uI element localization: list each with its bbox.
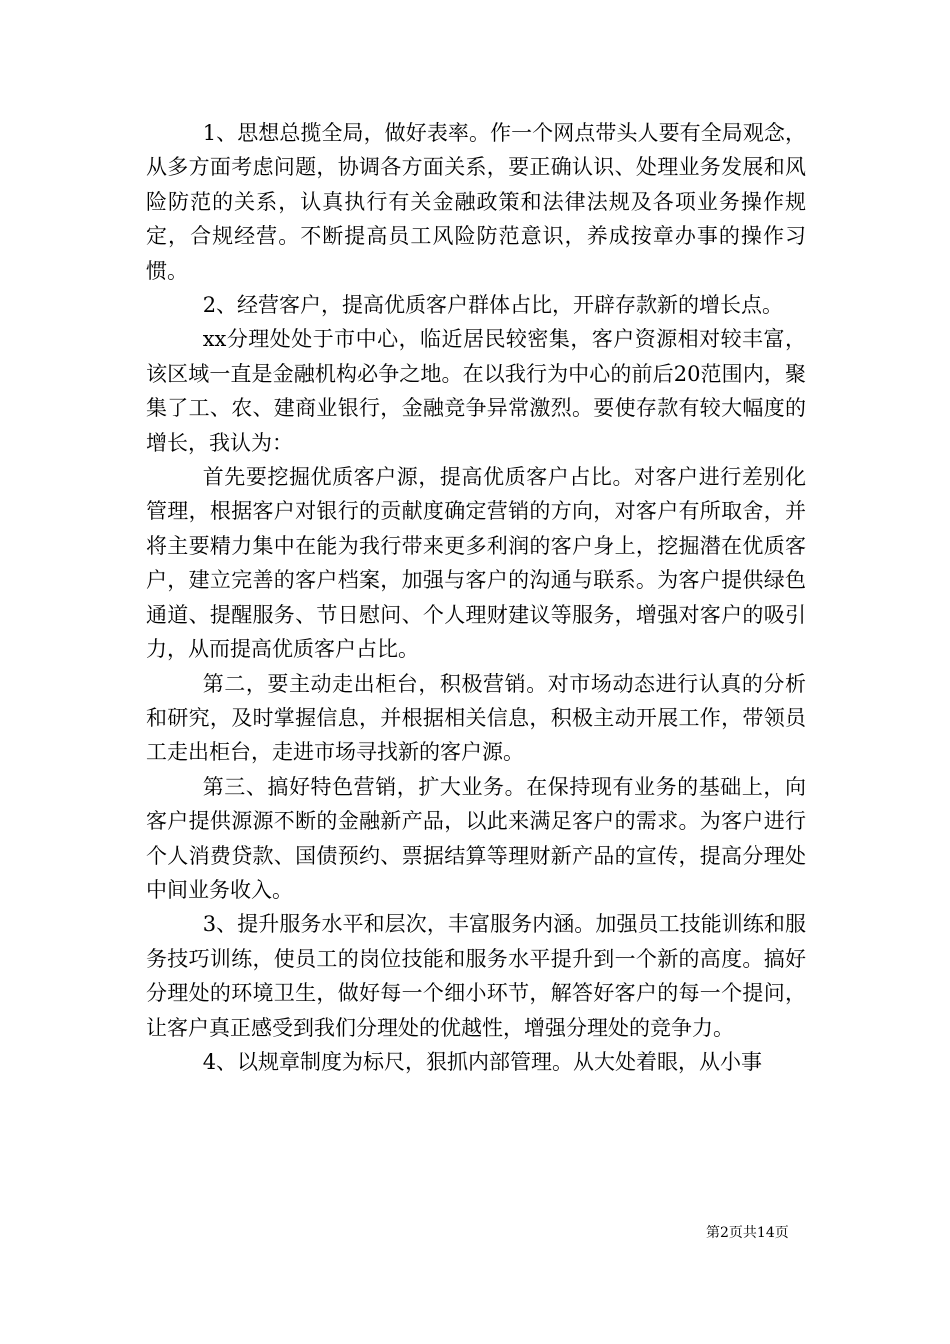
paragraph-2: 2、经营客户，提高优质客户群体占比，开辟存款新的增长点。 [202,293,784,318]
paragraph-3: xx分理处处于市中心，临近居民较密集，客户资源相对较丰富，该区域一直是金融机构必争之地。在以我行为中心的前后20范围内，聚集了工、农、建商业银行，金融竞争异常激烈。要使存款有较大幅度的增长，我认为： [146,327,806,455]
paragraph-4: 首先要挖掘优质客户源，提高优质客户占比。对客户进行差别化管理，根据客户对银行的贡献度确定营销的方向，对客户有所取舍，并将主要精力集中在能为我行带来更多利润的客户身上，挖掘潜在优质客户，建立完善的客户档案，加强与客户的沟通与联系。为客户提供绿色通道、提醒服务、节日慰问、个人理财建议等服务，增强对客户的吸引力，从而提高优质客户占比。 [146,465,806,662]
paragraph-5: 第二，要主动走出柜台，积极营销。对市场动态进行认真的分析和研究，及时掌握信息，并根据相关信息，积极主动开展工作，带领员工走出柜台，走进市场寻找新的客户源。 [146,671,806,765]
page-footer: 第2页共14页 [706,1225,789,1241]
paragraph-8: 4、以规章制度为标尺，狠抓内部管理。从大处着眼，从小事 [202,1049,763,1074]
body-text [146,116,806,1079]
paragraph-6: 第三、搞好特色营销，扩大业务。在保持现有业务的基础上，向客户提供源源不断的金融新产品，以此来满足客户的需求。为客户进行个人消费贷款、国债预约、票据结算等理财新产品的宣传，提高分理处中间业务收入。 [146,774,806,902]
paragraph-7: 3、提升服务水平和层次，丰富服务内涵。加强员工技能训练和服务技巧训练，使员工的岗位技能和服务水平提升到一个新的高度。搞好分理处的环境卫生，做好每一个细小环节，解答好客户的每一个提问，让客户真正感受到我们分理处的优越性，增强分理处的竞争力。 [146,912,806,1040]
paragraph-1: 1、思想总揽全局，做好表率。作一个网点带头人要有全局观念，从多方面考虑问题，协调各方面关系，要正确认识、处理业务发展和风险防范的关系，认真执行有关金融政策和法律法规及各项业务操作规定，合规经营。不断提高员工风险防范意识，养成按章办事的操作习惯。 [146,121,806,283]
